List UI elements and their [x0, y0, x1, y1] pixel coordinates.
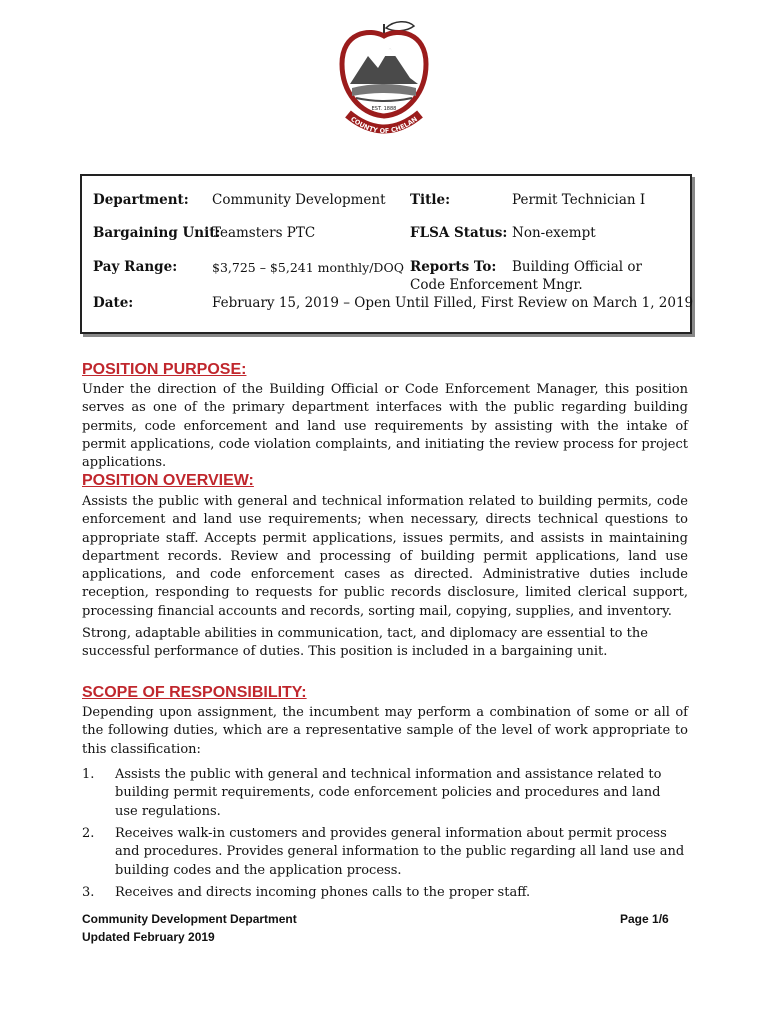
list-item-number: 2.	[82, 826, 95, 841]
department-label: Department:	[93, 192, 189, 208]
footer-updated: Updated February 2019	[82, 930, 215, 944]
chelan-county-apple-logo	[334, 18, 434, 146]
scope-intro-text: Depending upon assignment, the incumbent may perform a combination of some or all of the following duties, which are a representative sample of the level of work appropriate to this classification:	[82, 705, 688, 757]
pay-range-value: $3,725 – $5,241 monthly/DOQ	[212, 260, 404, 275]
footer-department: Community Development Department	[82, 912, 297, 926]
bargaining-unit-label: Bargaining Unit:	[93, 225, 221, 241]
position-purpose-text: Under the direction of the Building Official or Code Enforcement Manager, this position serves as one of the primary department interfaces with the public regarding building permits, code enforcement and land use requirements by assisting with the intake of permit applications, code violation complaints, and initiating the review process for project applications.	[82, 382, 688, 471]
list-item-text: Receives and directs incoming phones calls to the proper staff.	[115, 885, 531, 900]
footer-page-number: Page 1/6	[620, 912, 669, 926]
job-info-box	[80, 174, 692, 334]
reports-to-label: Reports To:	[410, 259, 497, 275]
date-label: Date:	[93, 295, 134, 311]
list-item-number: 3.	[82, 885, 95, 900]
flsa-status-value: Non-exempt	[512, 225, 596, 241]
list-item-text: Receives walk-in customers and provides general information about permit process and procedures. Provides general information to the public regarding all land use and building codes and the application process.	[115, 826, 685, 878]
position-overview-text-2: Strong, adaptable abilities in communication, tact, and diplomacy are essential to the successful performance of duties. This position is included in a bargaining unit.	[82, 626, 648, 660]
reports-to-value-line2: Code Enforcement Mngr.	[410, 277, 583, 293]
department-value: Community Development	[212, 192, 386, 208]
position-overview-heading: POSITION OVERVIEW:	[82, 472, 254, 489]
pay-range-label: Pay Range:	[93, 259, 178, 275]
list-item-text: Assists the public with general and technical information and assistance related to building permit requirements, code enforcement policies and procedures and land use regulations.	[115, 767, 662, 819]
list-item-number: 1.	[82, 767, 95, 782]
scope-heading: SCOPE OF RESPONSIBILITY:	[82, 684, 307, 701]
flsa-status-label: FLSA Status:	[410, 225, 508, 241]
logo-est-text: EST. 1888	[371, 106, 397, 112]
logo-ring-text: COUNTY OF CHELAN	[349, 115, 419, 136]
title-value: Permit Technician I	[512, 192, 646, 208]
date-value: February 15, 2019 – Open Until Filled, First Review on March 1, 2019	[212, 295, 694, 311]
reports-to-value-line1: Building Official or	[512, 259, 642, 275]
title-label: Title:	[410, 192, 451, 208]
position-purpose-heading: POSITION PURPOSE:	[82, 361, 247, 378]
position-overview-text: Assists the public with general and technical information related to building permits, code enforcement and land use requirements; when necessary, directs technical questions to appropriate staff. Accepts permit applications, issues permits, and assists in maintaining department records. Review and processing of building permit applications, land use applications, and code enforcement cases as directed. Administrative duties include reception, responding to requests for public records disclosure, limited clerical support, processing financial accounts and records, sorting mail, copying, supplies, and inventory.	[82, 494, 688, 619]
bargaining-unit-value: Teamsters PTC	[212, 225, 316, 241]
